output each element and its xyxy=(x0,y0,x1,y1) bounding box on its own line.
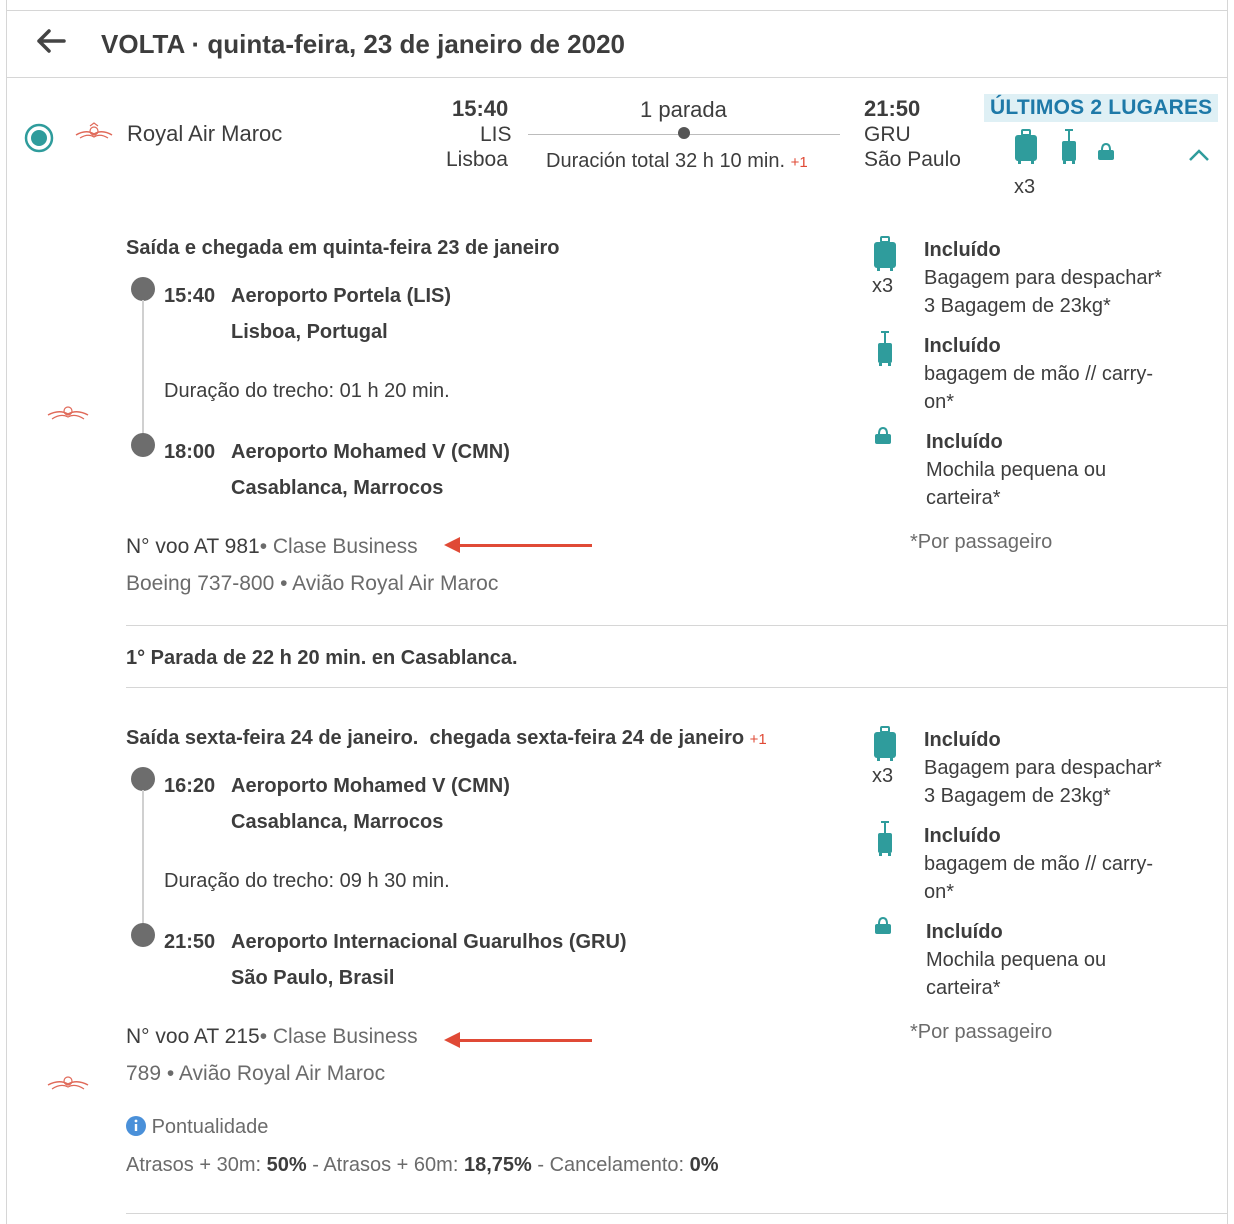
b2-small-bag-icon xyxy=(874,917,892,935)
stop-dot xyxy=(678,127,690,139)
segment2-arr-city: São Paulo, Brasil xyxy=(231,967,395,989)
segment1-class: • Clase Business xyxy=(259,535,418,558)
total-duration xyxy=(546,150,808,173)
b1-small-line1: Mochila pequena ou xyxy=(926,459,1107,481)
segment1-leg-duration: Duração do trecho: 01 h 20 min. xyxy=(164,380,450,402)
segment2-arr-time: 21:50 xyxy=(164,931,216,953)
b2-carry-line1: bagagem de mão // carry- xyxy=(924,853,1153,875)
b1-checked-bag-icon xyxy=(873,236,897,272)
punctuality-label: Pontualidade xyxy=(151,1116,269,1138)
header-divider xyxy=(6,77,1228,78)
delay30-value: 50% xyxy=(266,1154,307,1176)
small-bag-icon xyxy=(1097,143,1115,161)
segment2-flight-no: N° voo AT 215 xyxy=(126,1025,260,1048)
punctuality-link[interactable] xyxy=(126,1116,268,1139)
radio-selected-icon xyxy=(24,123,54,153)
b1-carry-line2: on* xyxy=(924,391,955,413)
page-title: VOLTA · quinta-feira, 23 de janeiro de 2020 xyxy=(101,29,625,59)
b1-small-line2: carteira* xyxy=(926,487,1001,509)
segment2-dep-city: Casablanca, Marrocos xyxy=(231,811,444,833)
b2-carry-line2: on* xyxy=(924,881,955,903)
back-arrow-icon xyxy=(36,28,66,54)
segment2-aircraft: 789 • Avião Royal Air Maroc xyxy=(126,1062,386,1085)
top-border xyxy=(6,10,1228,11)
segment2-dep-airport: Aeroporto Mohamed V (CMN) xyxy=(231,775,510,797)
b1-checked-line1: Bagagem para despachar* xyxy=(924,267,1162,289)
b1-small-bag-icon xyxy=(874,427,892,445)
segment1-departure-dot xyxy=(131,277,155,301)
delay30-label: Atrasos + 30m: xyxy=(126,1154,267,1176)
layover-text: 1° Parada de 22 h 20 min. en Casablanca. xyxy=(126,647,518,669)
cancel-value: 0% xyxy=(689,1154,719,1176)
b1-carry-title: Incluído xyxy=(924,335,1001,357)
chevron-up-icon xyxy=(1188,148,1210,162)
collapse-button[interactable] xyxy=(1188,148,1210,167)
b1-per-passenger-note: *Por passageiro xyxy=(910,531,1053,553)
b1-carry-line1: bagagem de mão // carry- xyxy=(924,363,1153,385)
back-button[interactable] xyxy=(36,28,66,59)
b2-checked-count: x3 xyxy=(872,765,894,787)
b1-checked-line2: 3 Bagagem de 23kg* xyxy=(924,295,1111,317)
segment2-arr-airport: Aeroporto Internacional Guarulhos (GRU) xyxy=(231,931,627,953)
segment2-flight-info xyxy=(126,1025,418,1049)
b2-small-title: Incluído xyxy=(926,921,1003,943)
right-border xyxy=(1227,0,1228,1224)
segment2-leg-duration: Duração do trecho: 09 h 30 min. xyxy=(164,870,450,892)
b2-checked-line2: 3 Bagagem de 23kg* xyxy=(924,785,1111,807)
left-border xyxy=(6,0,7,1224)
segment1-arr-city: Casablanca, Marrocos xyxy=(231,477,444,499)
b2-carry-title: Incluído xyxy=(924,825,1001,847)
flight-select-radio[interactable] xyxy=(24,123,54,158)
segment1-dep-time: 15:40 xyxy=(164,285,216,307)
arrival-city: São Paulo xyxy=(864,148,961,171)
total-duration-text: Duración total 32 h 10 min. xyxy=(546,150,786,172)
seats-left-badge: ÚLTIMOS 2 LUGARES xyxy=(984,94,1218,122)
b2-checked-title: Incluído xyxy=(924,729,1001,751)
segment1-flight-no: N° voo AT 981 xyxy=(126,535,260,558)
segment2-arrival-dot xyxy=(131,923,155,947)
departure-code: LIS xyxy=(480,123,512,146)
segment1-flight-info xyxy=(126,535,418,559)
segment2-class: • Clase Business xyxy=(259,1025,418,1048)
segment2-annotation-arrow xyxy=(456,1039,592,1042)
b2-carry-on-icon xyxy=(876,821,894,857)
delay60-label: - Atrasos + 60m: xyxy=(306,1154,464,1176)
segment2-dep-time: 16:20 xyxy=(164,775,216,797)
segment1-date-line: Saída e chegada em quinta-feira 23 de janeiro xyxy=(126,237,560,259)
b2-small-line2: carteira* xyxy=(926,977,1001,999)
segment2-departure-dot xyxy=(131,767,155,791)
carry-on-bag-icon xyxy=(1060,129,1078,165)
layover-divider-bottom xyxy=(126,687,1227,688)
info-icon xyxy=(126,1116,146,1136)
segment1-dep-city: Lisboa, Portugal xyxy=(231,321,388,343)
b1-carry-on-icon xyxy=(876,331,894,367)
segment1-annotation-arrow xyxy=(456,544,592,547)
arrival-code: GRU xyxy=(864,123,911,146)
b1-checked-count: x3 xyxy=(872,275,894,297)
delay60-value: 18,75% xyxy=(463,1154,532,1176)
segment1-dep-airport: Aeroporto Portela (LIS) xyxy=(231,285,452,307)
segment2-airline-logo-icon xyxy=(46,1072,90,1101)
punctuality-stats xyxy=(126,1154,719,1177)
segment1-arr-time: 18:00 xyxy=(164,441,216,463)
b1-small-title: Incluído xyxy=(926,431,1003,453)
segment1-timeline xyxy=(142,300,144,434)
stops-count: 1 parada xyxy=(640,97,727,122)
segment2-date-text: Saída sexta-feira 24 de janeiro. chegada sexta-feira 24 de janeiro xyxy=(126,727,745,749)
b2-checked-bag-icon xyxy=(873,726,897,762)
layover-divider-top xyxy=(126,625,1227,626)
segment2-day-plus: +1 xyxy=(749,731,767,748)
arrival-time: 21:50 xyxy=(864,96,921,121)
summary-bag-count: x3 xyxy=(1014,176,1036,198)
day-plus-badge: +1 xyxy=(790,154,808,171)
departure-city: Lisboa xyxy=(446,148,508,171)
b1-checked-title: Incluído xyxy=(924,239,1001,261)
bottom-divider xyxy=(126,1213,1227,1214)
segment1-airline-logo-icon xyxy=(46,402,90,431)
airline-logo-icon xyxy=(74,122,114,151)
segment1-arr-airport: Aeroporto Mohamed V (CMN) xyxy=(231,441,510,463)
b2-checked-line1: Bagagem para despachar* xyxy=(924,757,1162,779)
airline-name: Royal Air Maroc xyxy=(127,121,283,146)
segment2-timeline xyxy=(142,790,144,924)
cancel-label: - Cancelamento: xyxy=(531,1154,690,1176)
segment1-aircraft: Boeing 737-800 • Avião Royal Air Maroc xyxy=(126,572,499,595)
segment2-date-line xyxy=(126,727,767,750)
b2-small-line1: Mochila pequena ou xyxy=(926,949,1107,971)
segment1-arrival-dot xyxy=(131,433,155,457)
b2-per-passenger-note: *Por passageiro xyxy=(910,1021,1053,1043)
checked-bag-icon xyxy=(1014,129,1038,165)
departure-time: 15:40 xyxy=(452,96,509,121)
